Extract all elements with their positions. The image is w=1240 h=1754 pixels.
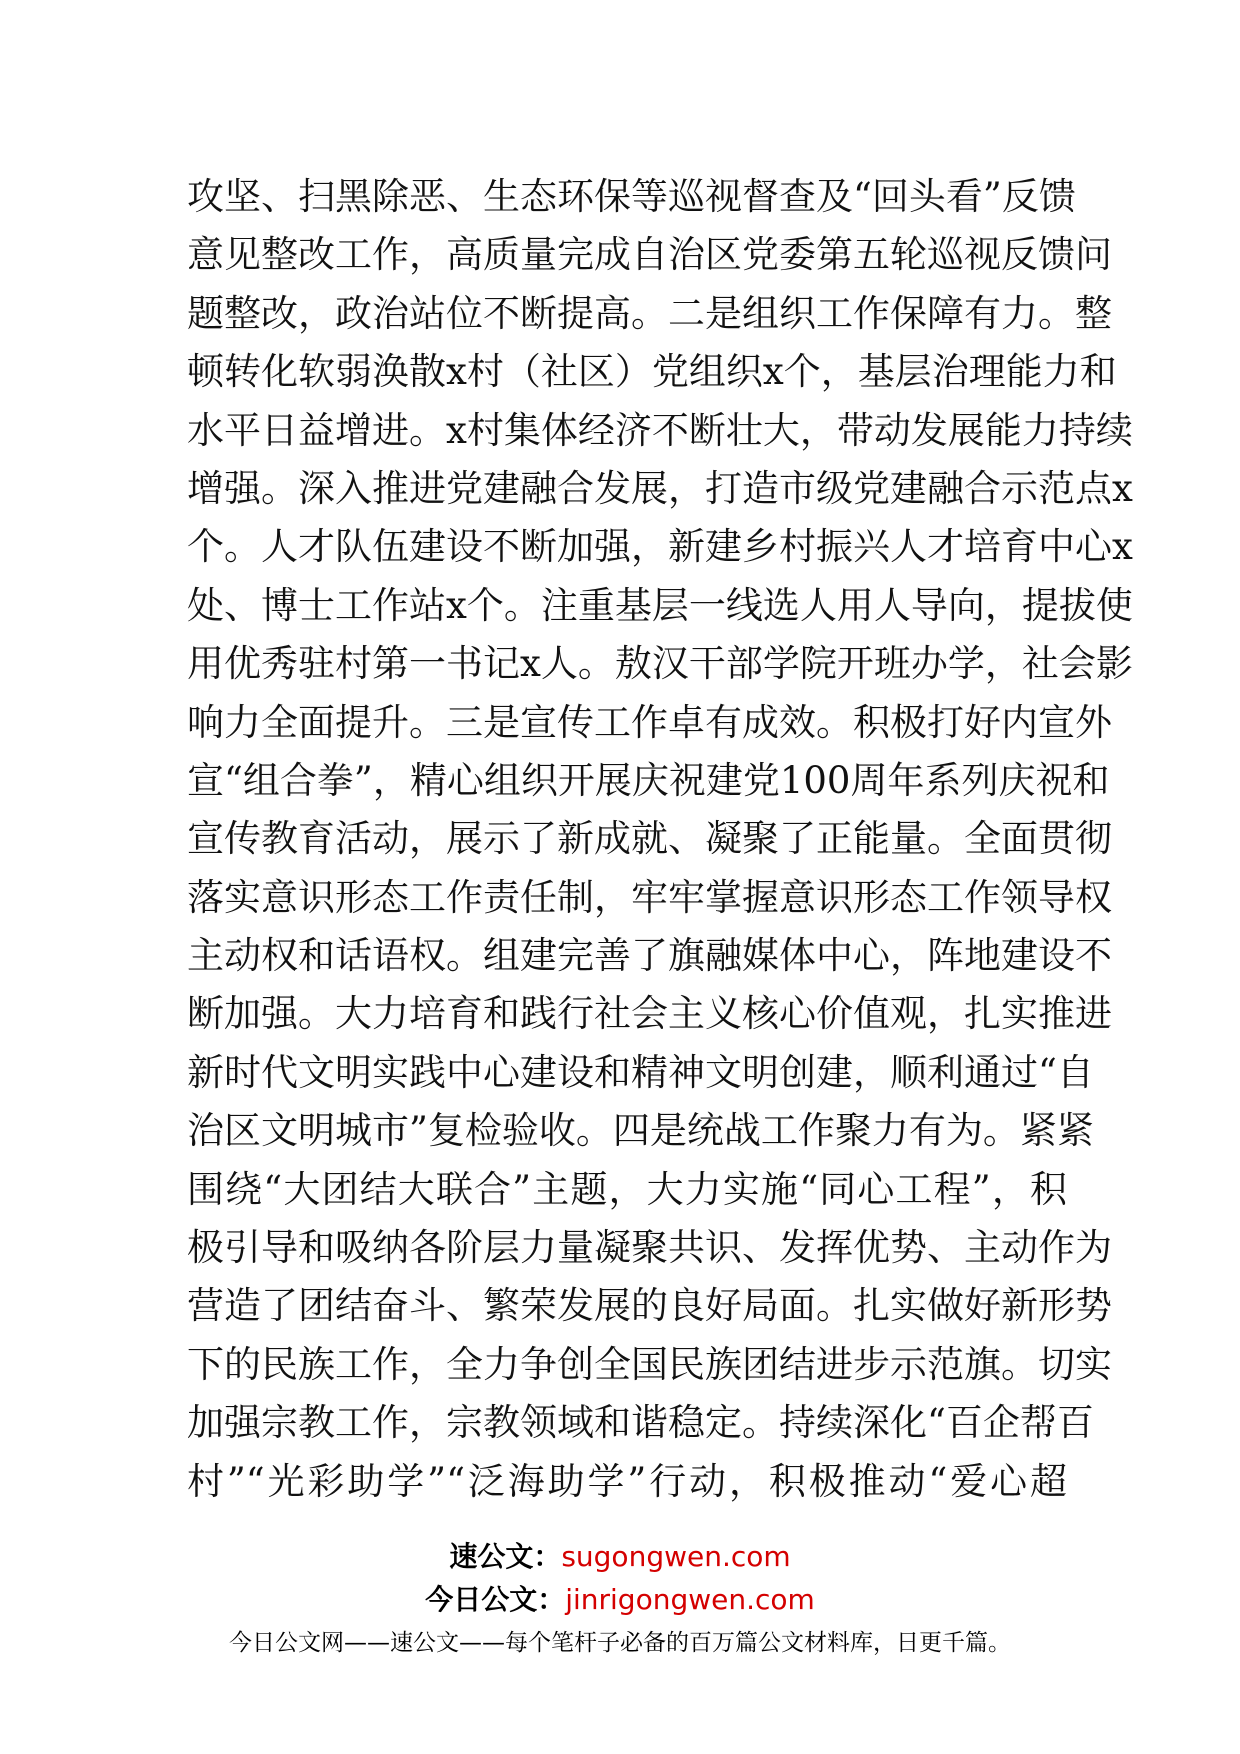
text-line: 用优秀驻村第一书记x人。敖汉干部学院开班办学，社会影 [187, 642, 1133, 686]
text-line: 主动权和话语权。组建完善了旗融媒体中心，阵地建设不 [187, 934, 1112, 978]
text-line: 增强。深入推进党建融合发展，打造市级党建融合示范点x [187, 466, 1133, 510]
text-line: 顿转化软弱涣散x村（社区）党组织x个，基层治理能力和 [187, 350, 1117, 394]
text-line: 下的民族工作，全力争创全国民族团结进步示范旗。切实 [187, 1342, 1112, 1386]
footer-sugongwen-link[interactable]: sugongwen.com [561, 1540, 791, 1573]
text-line: 断加强。大力培育和践行社会主义核心价值观，扎实推进 [187, 992, 1112, 1036]
text-line: 个。人才队伍建设不断加强，新建乡村振兴人才培育中心x [187, 525, 1133, 569]
text-line: 宣传教育活动，展示了新成就、凝聚了正能量。全面贯彻 [187, 817, 1112, 861]
footer-jinrigongwen-link[interactable]: jinrigongwen.com [565, 1583, 815, 1616]
text-line: 加强宗教工作，宗教领域和谐稳定。持续深化“百企帮百 [187, 1401, 1094, 1445]
text-line: 响力全面提升。三是宣传工作卓有成效。积极打好内宣外 [187, 700, 1112, 744]
footer-jinrigongwen-label: 今日公文： [425, 1583, 566, 1616]
text-line: 处、博士工作站x个。注重基层一线选人用人导向，提拔使 [187, 583, 1133, 627]
text-line: 治区文明城市”复检验收。四是统战工作聚力有为。紧紧 [187, 1109, 1094, 1153]
text-line: 营造了团结奋斗、繁荣发展的良好局面。扎实做好新形势 [187, 1284, 1112, 1328]
text-line: 题整改，政治站位不断提高。二是组织工作保障有力。整 [187, 291, 1112, 335]
footer-sugongwen [0, 1539, 1240, 1575]
text-line: 意见整改工作，高质量完成自治区党委第五轮巡视反馈问 [187, 233, 1112, 277]
footer-slogan: 今日公文网——速公文——每个笔杆子必备的百万篇公文材料库，日更千篇。 [229, 1630, 1011, 1656]
text-line: 村”“光彩助学”“泛海助学”行动，积极推动“爱心超 [187, 1459, 1067, 1503]
body-text [187, 168, 1133, 1511]
text-line: 落实意识形态工作责任制，牢牢掌握意识形态工作领导权 [187, 875, 1112, 919]
text-line: 极引导和吸纳各阶层力量凝聚共识、发挥优势、主动作为 [187, 1226, 1112, 1270]
text-line: 新时代文明实践中心建设和精神文明创建，顺利通过“自 [187, 1050, 1094, 1094]
footer-sugongwen-label: 速公文： [449, 1540, 562, 1573]
text-line: 宣“组合拳”，精心组织开展庆祝建党100周年系列庆祝和 [187, 758, 1110, 802]
footer-jinrigongwen [0, 1582, 1240, 1618]
text-line: 围绕“大团结大联合”主题，大力实施“同心工程”，积 [187, 1167, 1067, 1211]
text-line: 攻坚、扫黑除恶、生态环保等巡视督查及“回头看”反馈 [187, 175, 1076, 218]
text-line: 水平日益增进。x村集体经济不断壮大，带动发展能力持续 [187, 408, 1133, 452]
